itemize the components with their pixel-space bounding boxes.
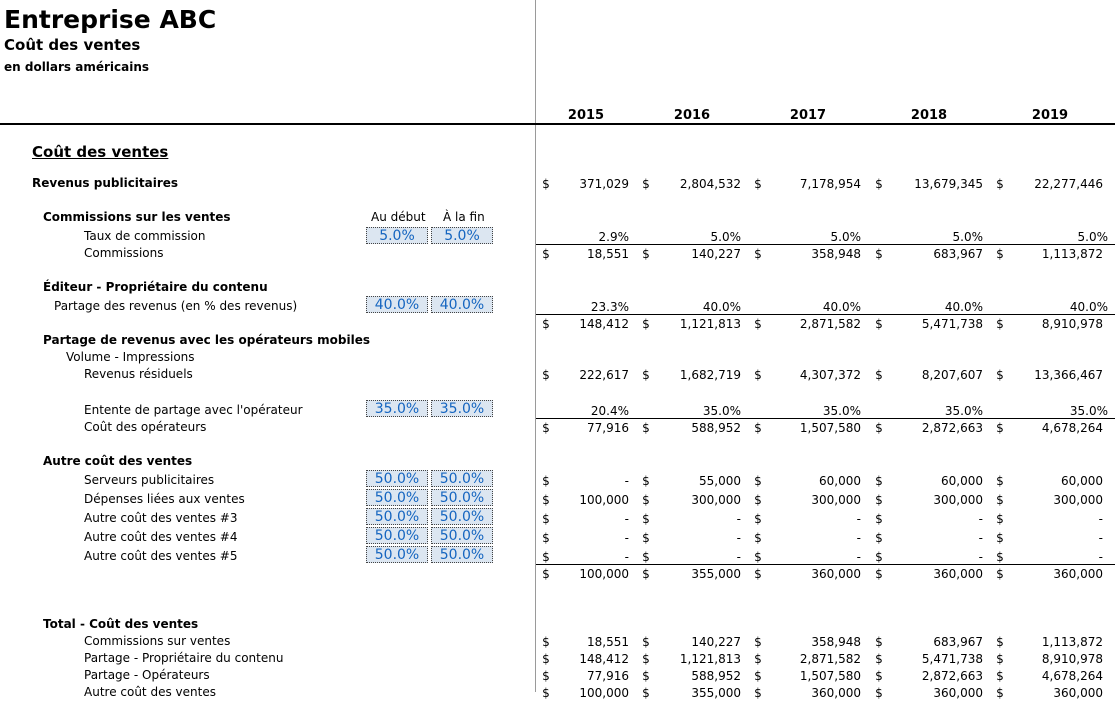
cell-value[interactable]: 360,000	[933, 686, 983, 700]
currency-symbol: $	[996, 421, 1004, 435]
currency-symbol: $	[642, 493, 650, 507]
cell-value[interactable]: 77,916	[587, 669, 629, 683]
cell-value[interactable]: 300,000	[811, 493, 861, 507]
cell-value[interactable]: 358,948	[811, 247, 861, 261]
cell-value[interactable]: 5,471,738	[921, 317, 983, 331]
other-row-label: Serveurs publicitaires	[84, 473, 215, 487]
other-row-label: Autre coût des ventes #3	[84, 511, 238, 525]
currency-symbol: $	[542, 368, 550, 382]
cell-value[interactable]: 2,871,582	[799, 652, 861, 666]
cell-value[interactable]: 300,000	[1053, 493, 1103, 507]
agreement-value[interactable]: 35.0%	[944, 404, 983, 418]
cell-value[interactable]: -	[624, 512, 629, 526]
currency-symbol: $	[642, 247, 650, 261]
currency-symbol: $	[875, 368, 883, 382]
agreement-value[interactable]: 35.0%	[1069, 404, 1108, 418]
cell-value[interactable]: -	[624, 474, 629, 488]
currency-symbol: $	[996, 368, 1004, 382]
currency-symbol: $	[875, 531, 883, 545]
currency-symbol: $	[754, 669, 762, 683]
share-value[interactable]: 40.0%	[822, 300, 861, 314]
cell-value[interactable]: 60,000	[819, 474, 861, 488]
cell-value[interactable]: -	[978, 550, 983, 564]
cell-value[interactable]: 148,412	[579, 652, 629, 666]
currency-symbol: $	[996, 247, 1004, 261]
subtotal-line	[536, 418, 1115, 419]
other-input-start[interactable]: 50.0%	[366, 508, 428, 525]
currency-symbol: $	[542, 635, 550, 649]
currency-symbol: $	[996, 317, 1004, 331]
currency-symbol: $	[542, 474, 550, 488]
cell-value[interactable]: 100,000	[579, 686, 629, 700]
cell-value[interactable]: 18,551	[587, 247, 629, 261]
operators-title: Partage de revenus avec les opérateurs mobiles	[43, 333, 370, 347]
currency-symbol: $	[996, 177, 1004, 191]
currency-symbol: $	[754, 493, 762, 507]
currency-symbol: $	[996, 512, 1004, 526]
cell-value[interactable]: 355,000	[691, 567, 741, 581]
cell-value[interactable]: 1,507,580	[799, 669, 861, 683]
cell-value[interactable]: 18,551	[587, 635, 629, 649]
cell-value[interactable]: 1,682,719	[679, 368, 741, 382]
other-row-label: Dépenses liées aux ventes	[84, 492, 245, 506]
other-title: Autre coût des ventes	[43, 454, 193, 468]
currency-symbol: $	[875, 512, 883, 526]
cell-value[interactable]: 1,121,813	[679, 317, 741, 331]
currency-symbol: $	[642, 474, 650, 488]
year-header: 2016	[673, 108, 711, 123]
volume-label: Volume - Impressions	[66, 350, 195, 364]
share-value[interactable]: 40.0%	[702, 300, 741, 314]
currency-symbol: $	[642, 317, 650, 331]
cell-value[interactable]: -	[736, 531, 741, 545]
cell-value[interactable]: 8,207,607	[921, 368, 983, 382]
cell-value[interactable]: -	[1098, 512, 1103, 526]
currency-symbol: $	[875, 686, 883, 700]
cell-value[interactable]: 8,910,978	[1041, 652, 1103, 666]
cell-value[interactable]: 1,113,872	[1041, 635, 1103, 649]
cell-value[interactable]: 55,000	[699, 474, 741, 488]
share-value[interactable]: 40.0%	[944, 300, 983, 314]
cell-value[interactable]: 2,872,663	[921, 669, 983, 683]
cell-value[interactable]: -	[856, 512, 861, 526]
currency-symbol: $	[996, 474, 1004, 488]
cell-value[interactable]: 2,872,663	[921, 421, 983, 435]
currency-symbol: $	[642, 421, 650, 435]
currency-symbol: $	[542, 493, 550, 507]
currency-symbol: $	[542, 421, 550, 435]
report-subtitle: en dollars américains	[4, 60, 150, 74]
currency-symbol: $	[875, 421, 883, 435]
other-input-end[interactable]: 50.0%	[431, 546, 493, 563]
currency-symbol: $	[875, 567, 883, 581]
cell-value[interactable]: 8,910,978	[1041, 317, 1103, 331]
cell-value[interactable]: 360,000	[1053, 567, 1103, 581]
report-title: Coût des ventes	[4, 36, 141, 54]
cell-value[interactable]: 683,967	[933, 247, 983, 261]
cell-value[interactable]: 13,366,467	[1034, 368, 1103, 382]
total-row-label: Partage - Propriétaire du contenu	[84, 651, 284, 665]
cell-value[interactable]: 140,227	[691, 247, 741, 261]
currency-symbol: $	[754, 474, 762, 488]
total-row-label: Partage - Opérateurs	[84, 668, 210, 682]
currency-symbol: $	[754, 512, 762, 526]
cell-value[interactable]: 1,507,580	[799, 421, 861, 435]
currency-symbol: $	[875, 474, 883, 488]
cell-value[interactable]: 355,000	[691, 686, 741, 700]
currency-symbol: $	[542, 567, 550, 581]
agreement-value[interactable]: 35.0%	[822, 404, 861, 418]
currency-symbol: $	[875, 550, 883, 564]
cell-value[interactable]: -	[1098, 550, 1103, 564]
year-header: 2015	[567, 108, 605, 123]
cell-value[interactable]: 222,617	[579, 368, 629, 382]
operator-cost-label: Coût des opérateurs	[84, 420, 207, 434]
cell-value[interactable]: -	[978, 531, 983, 545]
currency-symbol: $	[996, 669, 1004, 683]
cell-value[interactable]: -	[978, 512, 983, 526]
agreement-value[interactable]: 35.0%	[702, 404, 741, 418]
cell-value[interactable]: 360,000	[933, 567, 983, 581]
currency-symbol: $	[754, 686, 762, 700]
currency-symbol: $	[642, 177, 650, 191]
currency-symbol: $	[542, 512, 550, 526]
cell-value[interactable]: 4,678,264	[1041, 421, 1103, 435]
currency-symbol: $	[542, 550, 550, 564]
cell-value[interactable]: 2,804,532	[679, 177, 741, 191]
rate-value[interactable]: 5.0%	[710, 230, 741, 244]
currency-symbol: $	[996, 550, 1004, 564]
cell-value[interactable]: 360,000	[1053, 686, 1103, 700]
currency-symbol: $	[754, 317, 762, 331]
commissions-amount-label: Commissions	[84, 246, 164, 260]
currency-symbol: $	[996, 531, 1004, 545]
currency-symbol: $	[642, 686, 650, 700]
cell-value[interactable]: 683,967	[933, 635, 983, 649]
subtotal-line	[536, 244, 1115, 245]
currency-symbol: $	[642, 635, 650, 649]
cell-value[interactable]: 7,178,954	[799, 177, 861, 191]
cell-value[interactable]: 2,871,582	[799, 317, 861, 331]
share-value[interactable]: 23.3%	[590, 300, 629, 314]
currency-symbol: $	[642, 669, 650, 683]
header-underline	[0, 123, 1115, 125]
currency-symbol: $	[542, 652, 550, 666]
cell-value[interactable]: 300,000	[691, 493, 741, 507]
currency-symbol: $	[642, 368, 650, 382]
rate-value[interactable]: 5.0%	[952, 230, 983, 244]
cell-value[interactable]: -	[624, 550, 629, 564]
col-end-label: À la fin	[443, 210, 485, 224]
cell-value[interactable]: 22,277,446	[1034, 177, 1103, 191]
commission-rate-label: Taux de commission	[84, 229, 206, 243]
rate-value[interactable]: 5.0%	[1077, 230, 1108, 244]
currency-symbol: $	[754, 635, 762, 649]
currency-symbol: $	[642, 652, 650, 666]
currency-symbol: $	[642, 512, 650, 526]
cell-value[interactable]: -	[856, 550, 861, 564]
other-input-start[interactable]: 50.0%	[366, 546, 428, 563]
other-input-start[interactable]: 50.0%	[366, 489, 428, 506]
currency-symbol: $	[542, 177, 550, 191]
revenue-share-label: Partage des revenus (en % des revenus)	[54, 299, 298, 313]
share-input-end[interactable]: 40.0%	[431, 296, 493, 313]
agreement-input-start[interactable]: 35.0%	[366, 400, 428, 417]
other-input-start[interactable]: 50.0%	[366, 470, 428, 487]
cell-value[interactable]: 300,000	[933, 493, 983, 507]
cell-value[interactable]: 5,471,738	[921, 652, 983, 666]
currency-symbol: $	[875, 247, 883, 261]
currency-symbol: $	[996, 652, 1004, 666]
cell-value[interactable]: -	[856, 531, 861, 545]
cell-value[interactable]: 13,679,345	[914, 177, 983, 191]
total-row-label: Autre coût des ventes	[84, 685, 216, 699]
currency-symbol: $	[996, 493, 1004, 507]
cell-value[interactable]: 100,000	[579, 493, 629, 507]
currency-symbol: $	[754, 550, 762, 564]
currency-symbol: $	[996, 567, 1004, 581]
cell-value[interactable]: 148,412	[579, 317, 629, 331]
currency-symbol: $	[875, 669, 883, 683]
cell-value[interactable]: 588,952	[691, 669, 741, 683]
cell-value[interactable]: 77,916	[587, 421, 629, 435]
currency-symbol: $	[542, 669, 550, 683]
cell-value[interactable]: 60,000	[1061, 474, 1103, 488]
currency-symbol: $	[754, 652, 762, 666]
agreement-label: Entente de partage avec l'opérateur	[84, 403, 303, 417]
rate-input-end[interactable]: 5.0%	[431, 227, 493, 244]
currency-symbol: $	[542, 317, 550, 331]
year-header: 2017	[789, 108, 827, 123]
other-input-end[interactable]: 50.0%	[431, 527, 493, 544]
cell-value[interactable]: 1,113,872	[1041, 247, 1103, 261]
rate-input-start[interactable]: 5.0%	[366, 227, 428, 244]
currency-symbol: $	[542, 686, 550, 700]
currency-symbol: $	[875, 493, 883, 507]
cell-value[interactable]: 4,307,372	[799, 368, 861, 382]
agreement-input-end[interactable]: 35.0%	[431, 400, 493, 417]
currency-symbol: $	[996, 686, 1004, 700]
currency-symbol: $	[754, 177, 762, 191]
currency-symbol: $	[875, 635, 883, 649]
subtotal-line	[536, 564, 1115, 565]
other-input-end[interactable]: 50.0%	[431, 489, 493, 506]
cell-value[interactable]: -	[624, 531, 629, 545]
revenue-label: Revenus publicitaires	[32, 176, 179, 190]
cell-value[interactable]: 140,227	[691, 635, 741, 649]
agreement-value[interactable]: 20.4%	[590, 404, 629, 418]
currency-symbol: $	[754, 567, 762, 581]
commissions-title: Commissions sur les ventes	[43, 210, 231, 224]
cell-value[interactable]: 371,029	[579, 177, 629, 191]
currency-symbol: $	[875, 317, 883, 331]
currency-symbol: $	[642, 567, 650, 581]
other-input-end[interactable]: 50.0%	[431, 470, 493, 487]
currency-symbol: $	[754, 421, 762, 435]
other-row-label: Autre coût des ventes #5	[84, 549, 238, 563]
year-header: 2019	[1031, 108, 1069, 123]
cell-value[interactable]: 100,000	[579, 567, 629, 581]
other-input-end[interactable]: 50.0%	[431, 508, 493, 525]
currency-symbol: $	[542, 531, 550, 545]
currency-symbol: $	[642, 550, 650, 564]
total-title: Total - Coût des ventes	[43, 617, 199, 631]
cell-value[interactable]: 360,000	[811, 567, 861, 581]
currency-symbol: $	[642, 531, 650, 545]
currency-symbol: $	[875, 652, 883, 666]
cell-value[interactable]: 358,948	[811, 635, 861, 649]
rate-value[interactable]: 2.9%	[598, 230, 629, 244]
subtotal-line	[536, 314, 1115, 315]
cell-value[interactable]: 360,000	[811, 686, 861, 700]
currency-symbol: $	[754, 247, 762, 261]
year-header: 2018	[910, 108, 948, 123]
other-input-start[interactable]: 50.0%	[366, 527, 428, 544]
cell-value[interactable]: -	[736, 550, 741, 564]
cell-value[interactable]: 1,121,813	[679, 652, 741, 666]
cell-value[interactable]: -	[736, 512, 741, 526]
currency-symbol: $	[542, 247, 550, 261]
share-input-start[interactable]: 40.0%	[366, 296, 428, 313]
share-value[interactable]: 40.0%	[1069, 300, 1108, 314]
other-row-label: Autre coût des ventes #4	[84, 530, 238, 544]
col-start-label: Au début	[371, 210, 426, 224]
company-title: Entreprise ABC	[4, 5, 217, 34]
currency-symbol: $	[996, 635, 1004, 649]
currency-symbol: $	[754, 531, 762, 545]
cell-value[interactable]: 4,678,264	[1041, 669, 1103, 683]
total-row-label: Commissions sur ventes	[84, 634, 231, 648]
section-title: Coût des ventes	[32, 143, 169, 161]
residual-label: Revenus résiduels	[84, 367, 193, 381]
currency-symbol: $	[754, 368, 762, 382]
currency-symbol: $	[875, 177, 883, 191]
cell-value[interactable]: 588,952	[691, 421, 741, 435]
cell-value[interactable]: 60,000	[941, 474, 983, 488]
column-divider	[535, 0, 536, 692]
rate-value[interactable]: 5.0%	[830, 230, 861, 244]
cell-value[interactable]: -	[1098, 531, 1103, 545]
editor-title: Éditeur - Propriétaire du contenu	[43, 280, 268, 294]
